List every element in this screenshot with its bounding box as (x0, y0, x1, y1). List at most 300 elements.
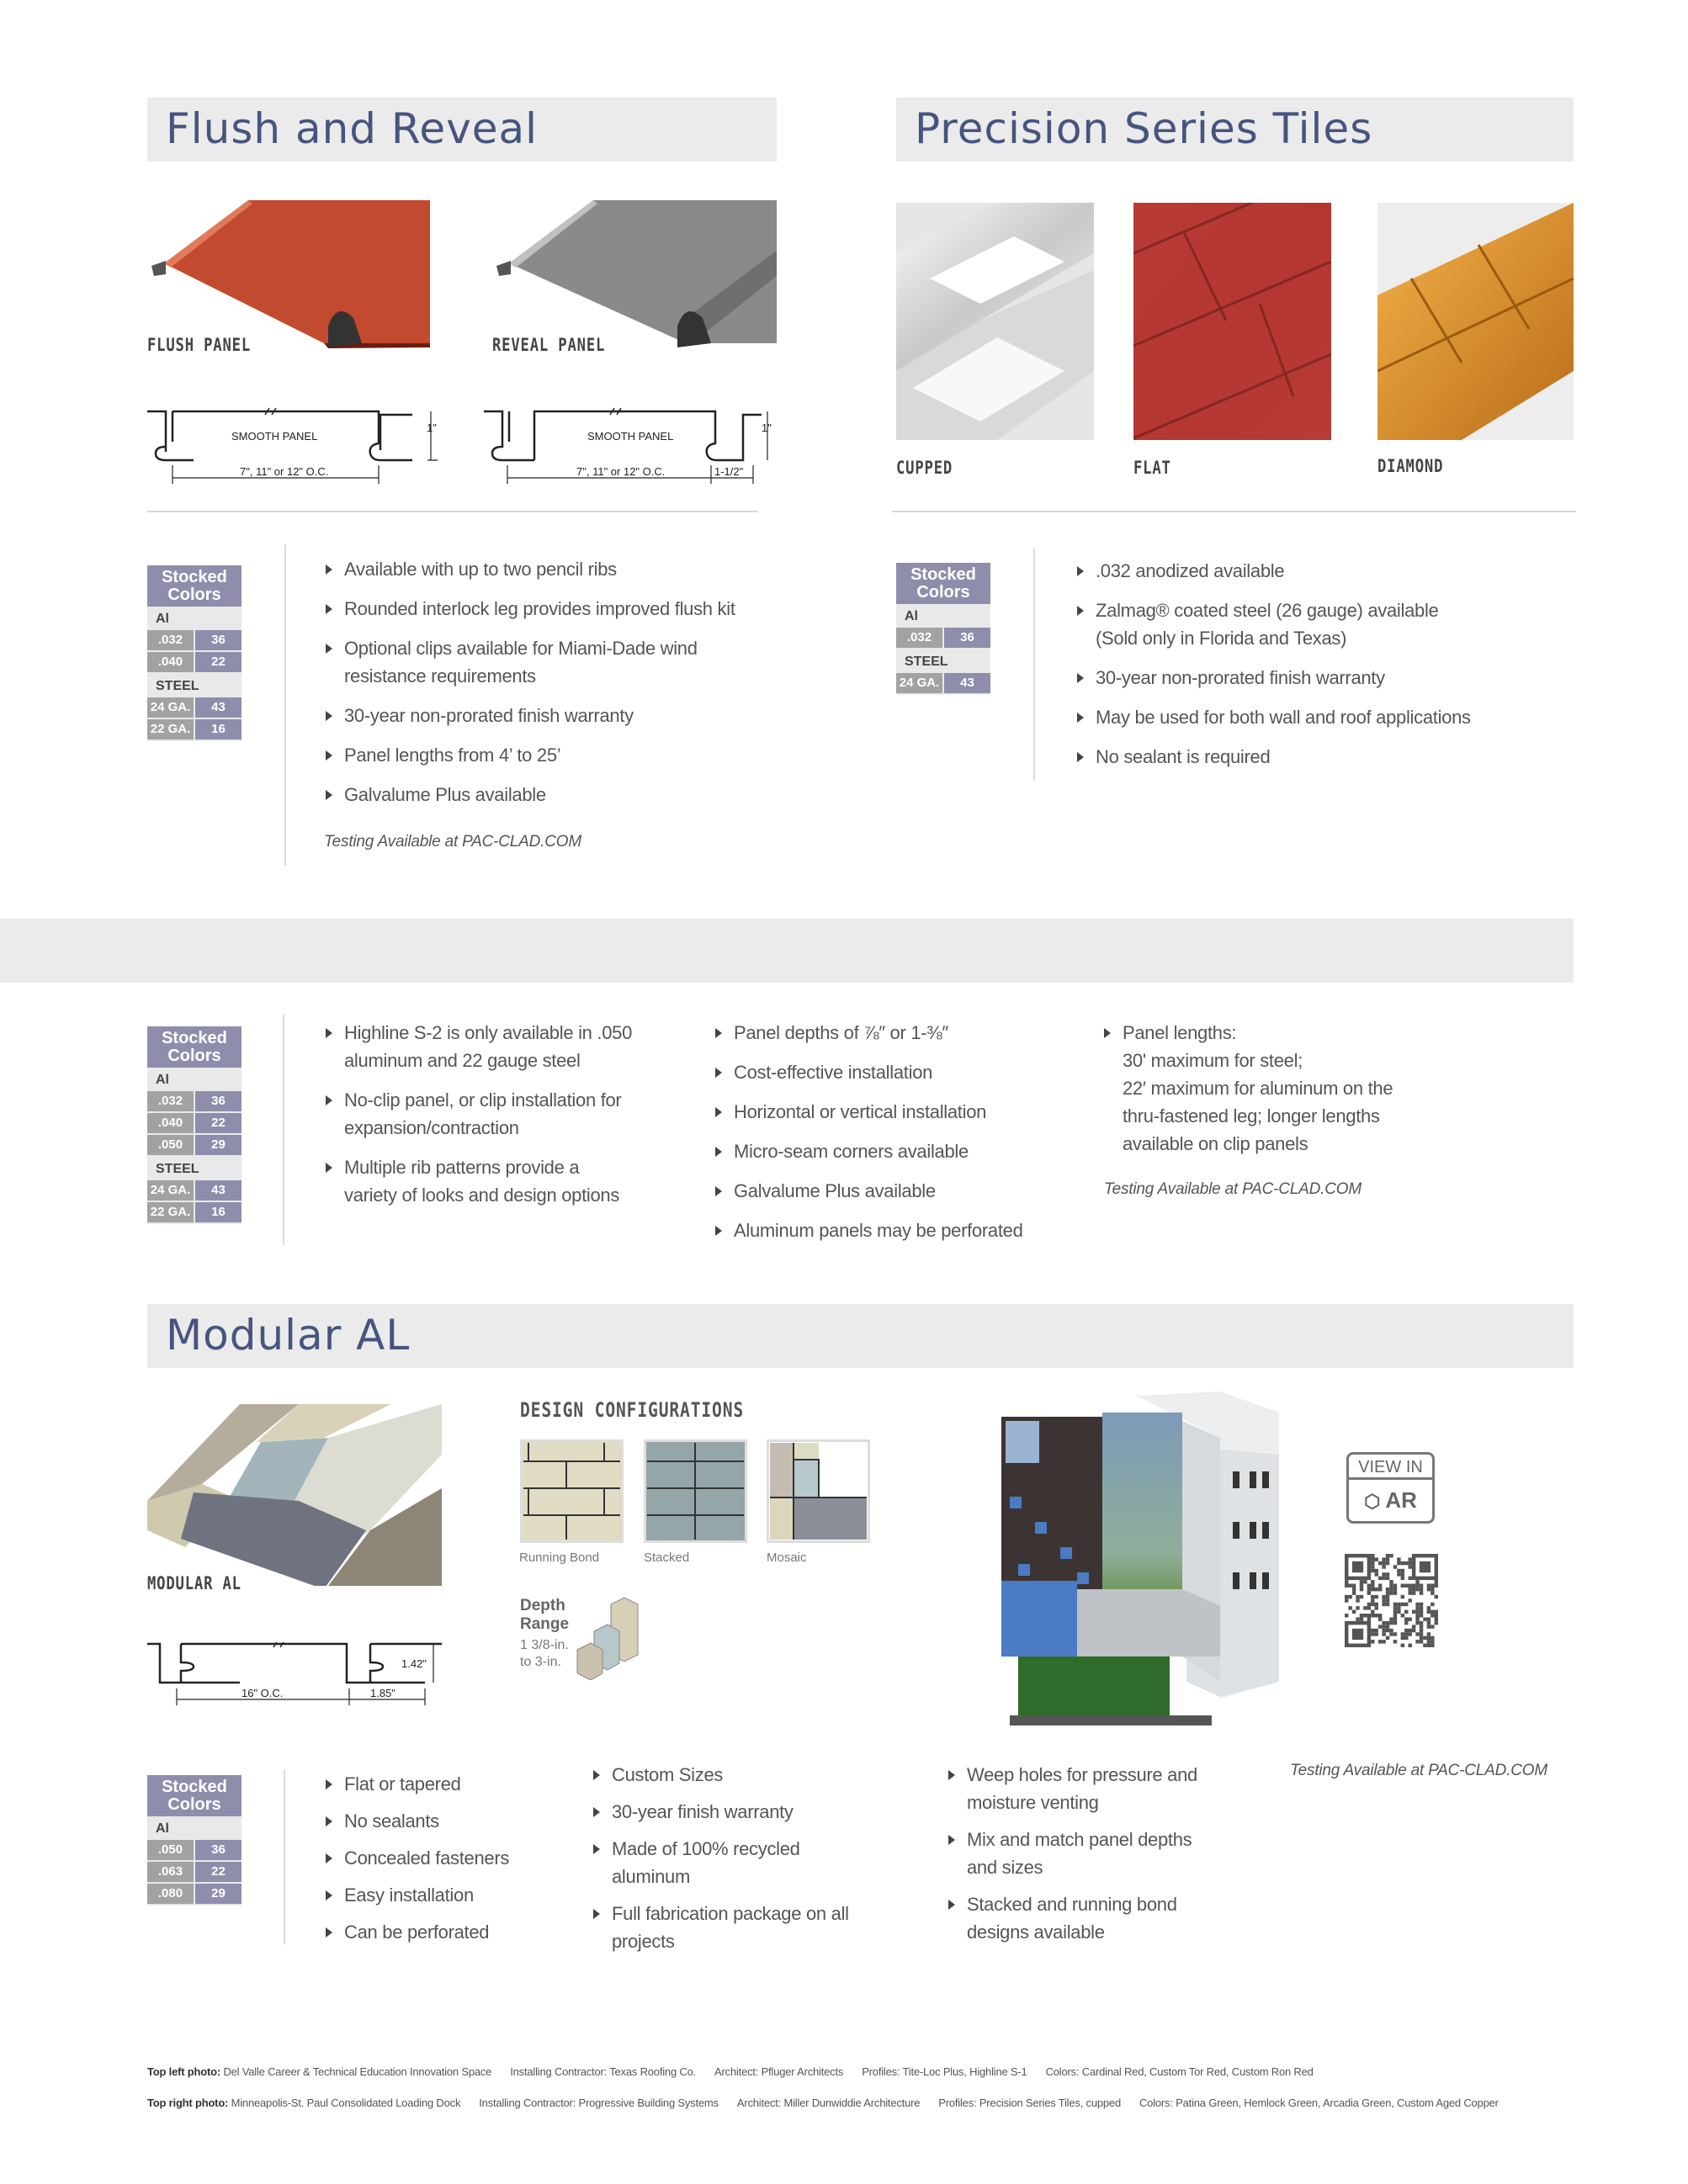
qr-module (1360, 1595, 1363, 1598)
depth-blocks-icon (574, 1596, 643, 1680)
reveal-panel-label: REVEAL PANEL (492, 335, 606, 355)
qr-module (1386, 1557, 1389, 1561)
mosaic-swatch[interactable] (767, 1439, 870, 1543)
qr-module (1420, 1606, 1423, 1609)
diagram-width-text: 1.85" (370, 1687, 395, 1699)
qr-module (1371, 1569, 1374, 1572)
list-item: Full fabrication package on all projects (592, 1900, 849, 1955)
qr-module (1393, 1640, 1397, 1643)
credit-part: Del Valle Career & Technical Education Innovation Space (223, 2065, 492, 2078)
qr-module (1415, 1632, 1419, 1635)
material-group-label: Al (147, 1068, 242, 1091)
qr-module (1371, 1629, 1374, 1632)
diagram-spacing-text: 16" O.C. (242, 1687, 284, 1699)
qr-module (1420, 1561, 1431, 1572)
color-count-cell: 22 (195, 1862, 242, 1882)
qr-module (1360, 1617, 1363, 1620)
qr-module (1420, 1621, 1423, 1625)
qr-module (1378, 1561, 1382, 1565)
qr-module (1404, 1603, 1408, 1606)
list-item: Optional clips available for Miami-Dade wind resistance requirements (324, 634, 735, 690)
qr-module (1382, 1577, 1385, 1580)
list-item: .032 anodized available (1075, 557, 1471, 585)
qr-module (1386, 1554, 1389, 1557)
qr-module (1389, 1632, 1393, 1635)
qr-module (1371, 1554, 1374, 1557)
divider (284, 544, 286, 866)
credit-group (147, 2097, 460, 2109)
qr-module (1386, 1629, 1389, 1632)
color-count-cell: 16 (195, 719, 242, 739)
qr-module (1415, 1580, 1419, 1583)
qr-module (1431, 1588, 1434, 1591)
running-bond-swatch[interactable] (520, 1439, 624, 1543)
qr-module (1386, 1598, 1389, 1602)
qr-module (1427, 1610, 1431, 1614)
gauge-cell: 24 GA. (147, 697, 194, 718)
qr-module (1382, 1640, 1385, 1643)
divider (892, 511, 1576, 512)
list-item: Stacked and running bond designs available (947, 1890, 1197, 1946)
qr-module (1382, 1565, 1385, 1568)
qr-module (1397, 1572, 1400, 1576)
qr-module (1371, 1588, 1374, 1591)
qr-module (1427, 1588, 1431, 1591)
qr-module (1378, 1614, 1382, 1617)
qr-module (1360, 1588, 1363, 1591)
credit-part: Architect: Pfluger Architects (714, 2065, 844, 2078)
qr-module (1378, 1617, 1382, 1620)
qr-module (1360, 1584, 1363, 1588)
feature-list (1075, 557, 1471, 782)
modular-al-panel-image (147, 1404, 442, 1586)
qr-module (1397, 1610, 1400, 1614)
qr-module (1345, 1595, 1348, 1598)
qr-module (1367, 1606, 1371, 1609)
qr-module (1393, 1610, 1397, 1614)
color-count-cell: 43 (195, 697, 242, 718)
qr-module (1393, 1614, 1397, 1617)
credit-part: Profiles: Precision Series Tiles, cupped (938, 2097, 1121, 2109)
color-count-cell: 22 (195, 652, 242, 672)
qr-module (1382, 1632, 1385, 1635)
credit-part: Architect: Miller Dunwiddie Architecture (736, 2097, 921, 2109)
qr-module (1356, 1595, 1359, 1598)
qr-module (1401, 1584, 1404, 1588)
qr-module (1404, 1629, 1408, 1632)
list-item: Zalmag® coated steel (26 gauge) available (Sold only in Florida and Texas) (1075, 596, 1471, 652)
qr-module (1415, 1614, 1419, 1617)
qr-module (1420, 1632, 1423, 1635)
qr-module (1389, 1554, 1393, 1557)
gauge-cell: 24 GA. (896, 673, 942, 693)
ar-cube-icon: ⬡ (1364, 1491, 1381, 1512)
credit-label: Top right photo: (147, 2097, 229, 2109)
qr-module (1393, 1584, 1397, 1588)
material-group-label: STEEL (147, 1157, 242, 1180)
qr-module (1427, 1636, 1431, 1640)
gauge-cell: .040 (147, 652, 194, 672)
stock-row (147, 719, 242, 741)
qr-module (1435, 1595, 1438, 1598)
divider (283, 1014, 284, 1245)
gauge-cell: .040 (147, 1113, 194, 1133)
credit-part: Colors: Patina Green, Hemlock Green, Arcadia Green, Custom Aged Copper (1139, 2097, 1499, 2109)
qr-module (1345, 1614, 1348, 1617)
feature-list (324, 1770, 509, 1955)
section-title: Modular AL (166, 1311, 411, 1360)
stock-row (147, 1202, 242, 1224)
color-count-cell: 36 (944, 628, 990, 648)
view-in-ar-badge[interactable] (1346, 1452, 1435, 1524)
qr-module (1393, 1621, 1397, 1625)
list-item: Panel lengths: 30' maximum for steel; 22′ maximum for aluminum on the thru-fastened leg; longer lengths available on clip panels (1102, 1019, 1393, 1158)
list-item: Panel depths of ⅞″ or 1-⅜″ (714, 1019, 1023, 1047)
stock-row (147, 1180, 242, 1202)
flush-panel-profile-diagram (147, 406, 442, 484)
qr-module (1408, 1644, 1411, 1647)
qr-module (1360, 1580, 1363, 1583)
qr-module (1382, 1572, 1385, 1576)
ar-badge-bottom-text: AR (1385, 1487, 1417, 1513)
qr-module (1367, 1617, 1371, 1620)
qr-module (1427, 1617, 1431, 1620)
qr-module (1404, 1632, 1408, 1635)
credit-group (147, 2065, 491, 2078)
qr-module (1382, 1561, 1385, 1565)
stock-row (147, 1113, 242, 1135)
qr-module (1393, 1632, 1397, 1635)
tile-label-flat: FLAT (1133, 458, 1171, 478)
color-count-cell: 22 (195, 1113, 242, 1133)
qr-module (1435, 1617, 1438, 1620)
depth-range-title: Depth Range (520, 1597, 570, 1633)
list-item: No-clip panel, or clip installation for expansion/contraction (324, 1086, 632, 1142)
qr-module (1408, 1617, 1411, 1620)
qr-module (1348, 1606, 1351, 1609)
photo-credit-top-right (147, 2097, 1517, 2109)
list-item: Can be perforated (324, 1918, 509, 1946)
list-item: Galvalume Plus available (324, 781, 735, 808)
qr-module (1401, 1577, 1404, 1580)
qr-module (1415, 1603, 1419, 1606)
qr-module (1397, 1557, 1400, 1561)
qr-module (1435, 1580, 1438, 1583)
qr-module (1408, 1588, 1411, 1591)
qr-module (1371, 1610, 1374, 1614)
qr-module (1412, 1625, 1415, 1628)
material-group-label: STEEL (896, 649, 990, 673)
qr-module (1389, 1629, 1393, 1632)
qr-module (1408, 1557, 1411, 1561)
qr-module (1435, 1621, 1438, 1625)
qr-module (1404, 1561, 1408, 1565)
list-item: Weep holes for pressure and moisture venting (947, 1761, 1197, 1816)
qr-module (1415, 1584, 1419, 1588)
diamond-tile-image (1377, 203, 1574, 440)
qr-module (1431, 1644, 1434, 1647)
qr-module (1427, 1632, 1431, 1635)
stocked-colors-table (147, 565, 242, 741)
list-item: No sealant is required (1075, 743, 1471, 771)
qr-module (1386, 1561, 1389, 1565)
qr-module (1386, 1588, 1389, 1591)
stocked-colors-table (147, 1775, 242, 1906)
gauge-cell: .032 (896, 628, 942, 648)
qr-module (1435, 1614, 1438, 1617)
qr-module (1360, 1614, 1363, 1617)
tile-label-diamond: DIAMOND (1377, 456, 1444, 476)
list-item: 30-year non-prorated finish warranty (1075, 664, 1471, 692)
qr-module (1382, 1598, 1385, 1602)
qr-code[interactable] (1345, 1554, 1438, 1648)
qr-module (1404, 1636, 1408, 1640)
qr-module (1401, 1603, 1404, 1606)
list-item: Easy installation (324, 1881, 509, 1909)
divider (284, 1769, 285, 1944)
diagram-depth-text: 1.42" (401, 1657, 427, 1670)
flush-panel-image (147, 200, 430, 352)
list-item: Horizontal or vertical installation (714, 1098, 1023, 1126)
gauge-cell: .032 (147, 630, 194, 650)
color-count-cell: 36 (195, 1840, 242, 1860)
qr-module (1393, 1606, 1397, 1609)
qr-module (1348, 1595, 1351, 1598)
qr-module (1375, 1569, 1378, 1572)
qr-module (1375, 1606, 1378, 1609)
diagram-depth-text: 1" (762, 421, 772, 434)
credit-part: Installing Contractor: Progressive Building Systems (479, 2097, 719, 2109)
stock-row (147, 652, 242, 674)
qr-module (1389, 1580, 1393, 1583)
qr-module (1371, 1561, 1374, 1565)
list-item: Aluminum panels may be perforated (714, 1217, 1023, 1244)
qr-module (1356, 1606, 1359, 1609)
diagram-spacing-text: 7", 11" or 12" O.C. (240, 465, 329, 478)
qr-module (1393, 1603, 1397, 1606)
qr-module (1371, 1632, 1374, 1635)
qr-module (1415, 1610, 1419, 1614)
qr-module (1420, 1640, 1423, 1643)
qr-module (1431, 1584, 1434, 1588)
list-item: Available with up to two pencil ribs (324, 555, 735, 583)
color-count-cell: 43 (944, 673, 990, 693)
qr-module (1408, 1629, 1411, 1632)
qr-module (1382, 1629, 1385, 1632)
stock-row (147, 697, 242, 719)
qr-module (1375, 1595, 1378, 1598)
qr-module (1389, 1617, 1393, 1620)
qr-module (1352, 1561, 1363, 1572)
feature-list (324, 1019, 632, 1221)
qr-module (1363, 1606, 1367, 1609)
qr-module (1382, 1621, 1385, 1625)
qr-module (1435, 1584, 1438, 1588)
qr-module (1401, 1644, 1404, 1647)
config-caption-running-bond: Running Bond (519, 1551, 600, 1565)
list-item: Galvalume Plus available (714, 1177, 1023, 1205)
qr-module (1427, 1621, 1431, 1625)
tile-label-cupped: CUPPED (896, 458, 953, 478)
qr-module (1375, 1572, 1378, 1576)
credit-part: Minneapolis-St. Paul Consolidated Loading Dock (231, 2097, 461, 2109)
feature-list (947, 1761, 1197, 1955)
qr-module (1415, 1621, 1419, 1625)
flat-tile-image (1133, 203, 1331, 440)
stocked-colors-table (147, 1026, 242, 1224)
list-item: Highline S-2 is only available in .050 aluminum and 22 gauge steel (324, 1019, 632, 1074)
credit-label: Top left photo: (147, 2065, 221, 2078)
qr-module (1356, 1598, 1359, 1602)
qr-module (1408, 1577, 1411, 1580)
testing-note: Testing Available at PAC-CLAD.COM (1104, 1180, 1362, 1198)
qr-module (1378, 1577, 1382, 1580)
qr-module (1397, 1569, 1400, 1572)
qr-module (1367, 1614, 1371, 1617)
qr-module (1367, 1588, 1371, 1591)
qr-module (1378, 1584, 1382, 1588)
qr-module (1401, 1595, 1404, 1598)
qr-module (1415, 1640, 1419, 1643)
qr-module (1382, 1557, 1385, 1561)
gauge-cell: 24 GA. (147, 1180, 194, 1201)
qr-module (1397, 1606, 1400, 1609)
qr-module (1375, 1629, 1378, 1632)
flush-panel-label: FLUSH PANEL (147, 335, 252, 355)
qr-module (1401, 1572, 1404, 1576)
photo-credit-top-left (147, 2065, 1332, 2078)
qr-module (1371, 1614, 1374, 1617)
qr-module (1404, 1584, 1408, 1588)
feature-list (714, 1019, 1023, 1256)
stocked-colors-table (896, 563, 990, 695)
reveal-panel-image (492, 200, 777, 352)
qr-module (1420, 1591, 1423, 1594)
qr-module (1412, 1588, 1415, 1591)
qr-module (1408, 1584, 1411, 1588)
qr-module (1363, 1580, 1367, 1583)
stock-row (147, 630, 242, 652)
stock-row (147, 1135, 242, 1157)
color-count-cell: 29 (195, 1135, 242, 1155)
qr-module (1393, 1617, 1397, 1620)
qr-module (1348, 1584, 1351, 1588)
qr-module (1386, 1572, 1389, 1576)
stock-row (147, 1840, 242, 1862)
qr-module (1352, 1584, 1356, 1588)
gauge-cell: 22 GA. (147, 1202, 194, 1222)
qr-module (1382, 1603, 1385, 1606)
qr-module (1420, 1629, 1423, 1632)
list-item: May be used for both wall and roof applications (1075, 703, 1471, 731)
diagram-panel-text: SMOOTH PANEL (231, 430, 318, 443)
list-item: Panel lengths from 4’ to 25’ (324, 741, 735, 769)
stock-row (896, 673, 990, 695)
qr-module (1423, 1617, 1426, 1620)
qr-module (1401, 1614, 1404, 1617)
qr-module (1371, 1603, 1374, 1606)
qr-module (1375, 1557, 1378, 1561)
design-configurations-title: DESIGN CONFIGURATIONS (520, 1398, 745, 1422)
stock-row (147, 1884, 242, 1906)
qr-module (1363, 1614, 1367, 1617)
modular-al-label: MODULAR AL (147, 1573, 242, 1593)
stock-row (147, 1862, 242, 1884)
qr-module (1371, 1565, 1374, 1568)
qr-module (1431, 1625, 1434, 1628)
list-item: Multiple rib patterns provide a variety of looks and design options (324, 1153, 632, 1209)
gauge-cell: .032 (147, 1091, 194, 1111)
qr-module (1431, 1614, 1434, 1617)
building-rendering-image (993, 1379, 1313, 1735)
qr-module (1431, 1591, 1434, 1594)
qr-module (1393, 1588, 1397, 1591)
reveal-panel-profile-diagram (484, 406, 778, 484)
divider (147, 511, 758, 512)
qr-module (1431, 1610, 1434, 1614)
qr-module (1423, 1636, 1426, 1640)
list-item: Mix and match panel depths and sizes (947, 1826, 1197, 1881)
qr-module (1371, 1640, 1374, 1643)
list-item: 30-year non-prorated finish warranty (324, 702, 735, 729)
qr-module (1375, 1632, 1378, 1635)
material-group-label: STEEL (147, 674, 242, 697)
list-item: Cost-effective installation (714, 1058, 1023, 1086)
qr-module (1382, 1625, 1385, 1628)
color-count-cell: 29 (195, 1884, 242, 1904)
qr-module (1427, 1606, 1431, 1609)
qr-module (1420, 1610, 1423, 1614)
feature-list (592, 1761, 849, 1964)
qr-module (1367, 1584, 1371, 1588)
color-count-cell: 36 (195, 1091, 242, 1111)
testing-note: Testing Available at PAC-CLAD.COM (1290, 1762, 1547, 1779)
qr-module (1415, 1617, 1419, 1620)
config-caption-mosaic: Mosaic (767, 1551, 807, 1565)
qr-module (1401, 1569, 1404, 1572)
qr-module (1431, 1640, 1434, 1643)
qr-module (1435, 1610, 1438, 1614)
qr-module (1408, 1632, 1411, 1635)
depth-range-value: 1 3/8-in. to 3-in. (520, 1638, 569, 1669)
qr-module (1386, 1636, 1389, 1640)
qr-module (1386, 1595, 1389, 1598)
list-item: Concealed fasteners (324, 1844, 509, 1872)
gauge-cell: .050 (147, 1840, 194, 1860)
modular-al-profile-diagram (147, 1642, 450, 1705)
qr-module (1415, 1588, 1419, 1591)
list-item: Flat or tapered (324, 1770, 509, 1798)
qr-module (1345, 1580, 1348, 1583)
material-group-label: Al (147, 1816, 242, 1840)
gauge-cell: 22 GA. (147, 719, 194, 739)
qr-module (1427, 1644, 1431, 1647)
qr-module (1352, 1629, 1363, 1640)
qr-module (1408, 1598, 1411, 1602)
qr-module (1386, 1621, 1389, 1625)
list-item: No sealants (324, 1807, 509, 1835)
qr-module (1412, 1591, 1415, 1594)
list-item: Custom Sizes (592, 1761, 849, 1789)
qr-module (1427, 1625, 1431, 1628)
stacked-swatch[interactable] (644, 1439, 747, 1543)
qr-module (1367, 1603, 1371, 1606)
gauge-cell: .080 (147, 1884, 194, 1904)
qr-module (1401, 1632, 1404, 1635)
qr-module (1404, 1610, 1408, 1614)
divider (1033, 549, 1035, 781)
stock-row (147, 1091, 242, 1113)
